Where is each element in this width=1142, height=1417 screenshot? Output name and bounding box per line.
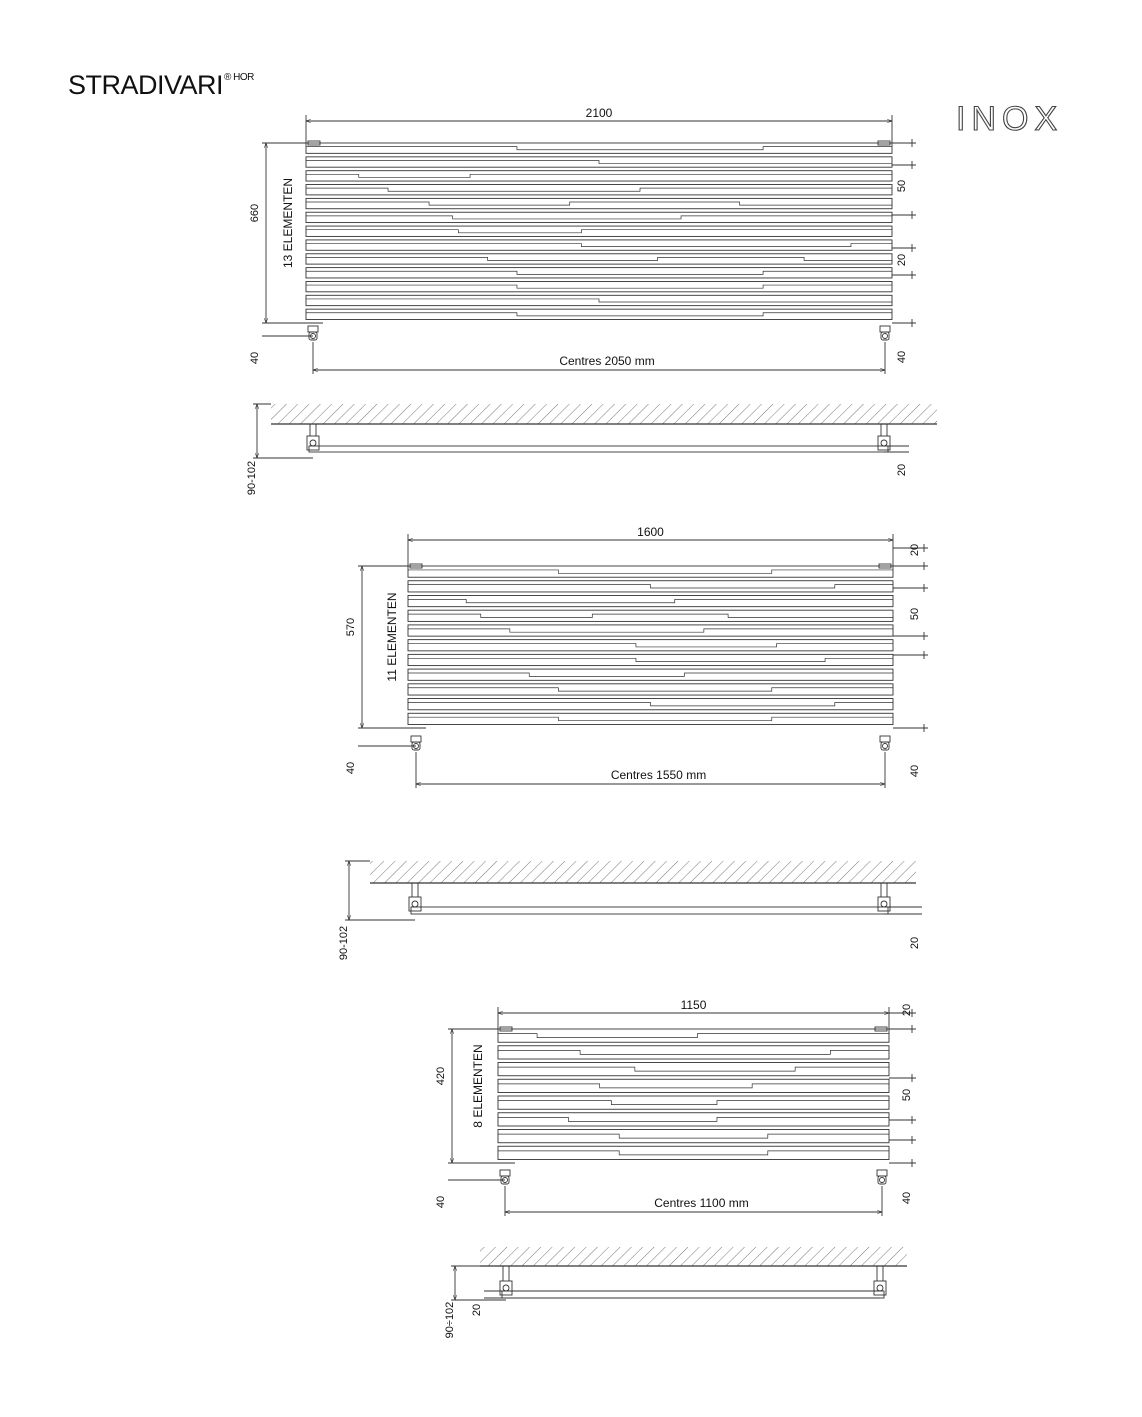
element-seam [306,244,892,247]
width-label: 1150 [680,998,707,1012]
radiator-element [408,684,893,695]
valve-side-knob [503,1285,509,1291]
radiator-element [498,1063,889,1076]
radiator-side-profile [502,1291,884,1298]
right-dimension-label: 20 [901,1003,913,1017]
valve-left [500,1170,510,1184]
elements-count-label: 13 ELEMENTEN [281,177,295,269]
radiator-element [306,185,892,195]
side-gap-label: 20 [909,936,921,950]
width-label: 1600 [637,525,664,539]
radiator-element [498,1029,889,1042]
side-view [246,404,937,495]
element-seam [306,285,892,288]
front-view [306,141,892,340]
radiator-element [306,226,892,236]
element-seam [306,216,892,219]
element-seam [408,702,893,705]
valve-right [877,1170,887,1184]
height-label: 420 [435,1066,447,1086]
element-seam [408,614,893,617]
element-seam [306,188,892,191]
side-gap-label: 20 [471,1303,483,1317]
radiator-element [498,1146,889,1159]
radiator-element [306,240,892,250]
wall-hatch [271,404,937,424]
radiator-element [408,640,893,651]
element-seam [306,174,892,177]
radiator-element [306,268,892,278]
radiator-element [408,654,893,665]
wall-hatch [370,861,916,883]
pipe-offset-label: 40 [435,1195,447,1209]
side-gap-label: 20 [896,463,908,477]
element-seam [408,658,893,661]
element-seam [306,160,892,163]
pipe-offset-label: 40 [345,761,357,775]
radiator-element [306,171,892,181]
centres-label: Centres 1550 mm [610,768,707,782]
radiator-element [498,1113,889,1126]
radiator-element [408,625,893,636]
right-dimension-label: 20 [909,543,921,557]
right-dimension-label: 50 [896,179,908,193]
radiator-element [306,309,892,319]
radiator-element [306,198,892,208]
radiator-side-profile [309,446,888,452]
element-seam [306,257,892,260]
radiator-element [408,595,893,606]
front-view [408,564,893,750]
width-label: 2100 [585,106,613,120]
radiator-element [408,566,893,577]
radiator-drawing-3 [435,998,916,1338]
element-seam [408,673,893,676]
right-dimension-label: 40 [909,764,921,778]
right-dimension-label: 40 [901,1191,913,1205]
element-seam [408,644,893,647]
radiator-element [408,713,893,724]
product-name: STRADIVARI [68,70,224,100]
radiator-element [498,1079,889,1092]
element-seam [408,599,893,602]
elements-count-label: 11 ELEMENTEN [385,592,399,682]
side-view [338,861,922,960]
side-view [444,1247,907,1338]
front-view [498,1027,889,1184]
element-seam [408,717,893,720]
valve-right [880,736,890,750]
element-seam [498,1050,889,1054]
right-dimension-label: 50 [901,1088,913,1102]
element-seam [408,570,893,573]
element-seam [306,147,892,150]
radiator-element [306,212,892,222]
right-dimension-label: 50 [909,607,921,621]
element-seam [408,629,893,632]
valve-side-knob [877,1285,883,1291]
valve-side-knob [412,901,418,907]
radiator-drawing-2 [338,525,928,960]
pipe-offset-label: 40 [249,351,261,365]
depth-label: 90-102 [338,925,350,961]
element-seam [306,271,892,274]
element-seam [498,1084,889,1088]
element-seam [498,1034,889,1038]
element-seam [306,313,892,316]
right-dimension-label: 20 [896,253,908,267]
valve-side-knob [310,440,316,446]
element-seam [498,1117,889,1121]
depth-label: 90-102 [246,460,258,496]
valve-right [880,326,890,340]
radiator-element [498,1096,889,1109]
centres-label: Centres 2050 mm [559,354,655,368]
element-seam [306,202,892,205]
depth-label: 90÷102 [444,1301,456,1339]
product-suffix: ® HOR [224,72,254,83]
valve-side-knob [881,901,887,907]
elements-count-label: 8 ELEMENTEN [471,1044,485,1128]
element-seam [408,585,893,588]
height-label: 660 [249,203,261,223]
radiator-element [408,669,893,680]
element-seam [306,230,892,233]
radiator-element [498,1130,889,1143]
radiator-element [306,281,892,291]
element-seam [498,1134,889,1138]
valve-side-knob [881,440,887,446]
radiator-element [306,143,892,153]
right-dimension-label: 40 [896,350,908,364]
element-seam [306,299,892,302]
radiator-side-profile [411,907,888,914]
height-label: 570 [345,617,357,637]
valve-left [308,326,318,340]
inox-logo: INOX [956,100,1064,138]
valve-left [411,736,421,750]
element-seam [498,1101,889,1105]
wall-hatch [480,1247,907,1266]
radiator-drawing-1 [246,106,937,495]
element-seam [498,1067,889,1071]
element-seam [408,688,893,691]
centres-label: Centres 1100 mm [654,1196,749,1210]
element-seam [498,1151,889,1155]
